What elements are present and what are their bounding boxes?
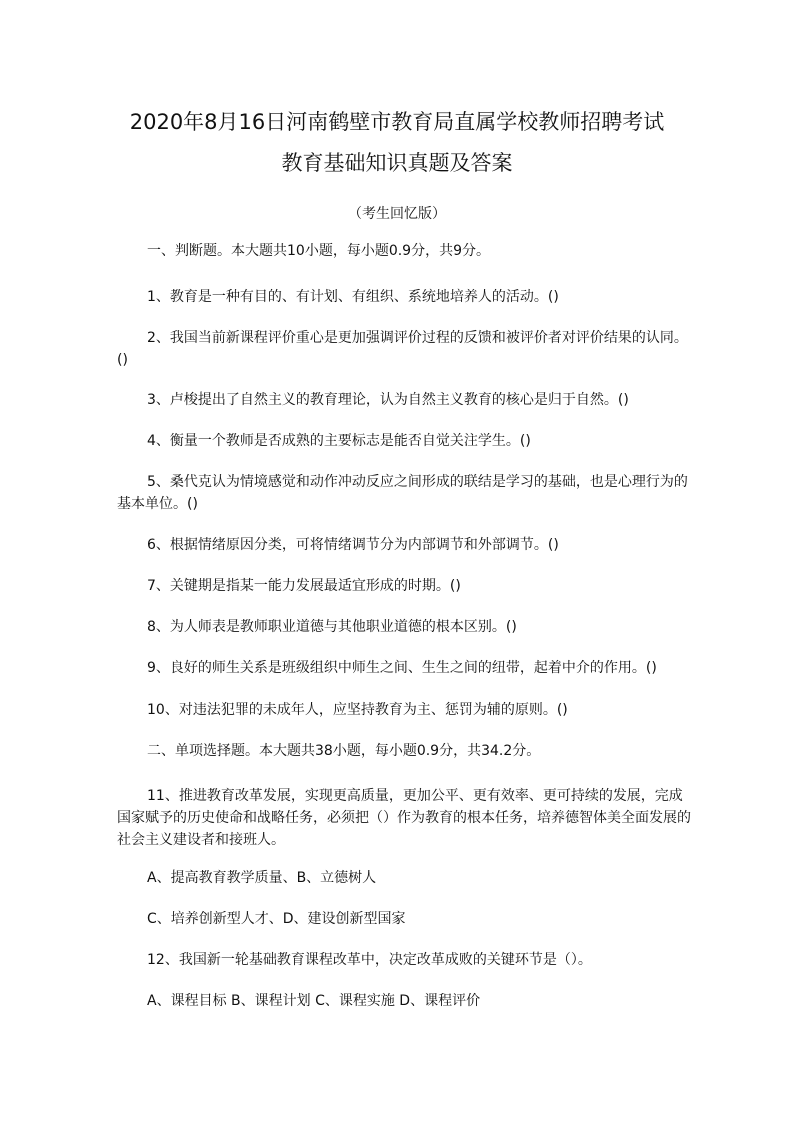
question-12: 12、我国新一轮基础教育课程改革中，决定改革成败的关键环节是（）。	[147, 952, 592, 968]
section-heading-judgement: 一、判断题。本大题共10小题，每小题0.9分，共9分。	[147, 243, 490, 259]
question-10: 10、对违法犯罪的未成年人，应坚持教育为主、惩罚为辅的原则。()	[147, 702, 568, 718]
section-heading-single-choice: 二、单项选择题。本大题共38小题，每小题0.9分，共34.2分。	[147, 743, 541, 759]
question-7: 7、关键期是指某一能力发展最适宜形成的时期。()	[147, 578, 461, 594]
question-11-options-cd: C、培养创新型人才、D、建设创新型国家	[147, 911, 406, 927]
question-11-options-ab: A、提高教育教学质量、B、立德树人	[147, 870, 377, 886]
document-title: 2020年8月16日河南鹤壁市教育局直属学校教师招聘考试	[129, 110, 665, 134]
question-2: 2、我国当前新课程评价重心是更加强调评价过程的反馈和被评价者对评价结果的认同。()	[117, 330, 688, 368]
question-12-options: A、课程目标 B、课程计划 C、课程实施 D、课程评价	[147, 993, 481, 1009]
question-3: 3、卢梭提出了自然主义的教育理论，认为自然主义教育的核心是归于自然。()	[147, 392, 629, 408]
question-5: 5、桑代克认为情境感觉和动作冲动反应之间形成的联结是学习的基础，也是心理行为的基本单位。()	[117, 474, 688, 512]
question-9: 9、良好的师生关系是班级组织中师生之间、生生之间的纽带，起着中介的作用。()	[147, 660, 657, 676]
edition-note: （考生回忆版）	[348, 206, 446, 222]
question-1: 1、教育是一种有目的、有计划、有组织、系统地培养人的活动。()	[147, 289, 559, 305]
document-subtitle: 教育基础知识真题及答案	[281, 151, 513, 175]
question-4: 4、衡量一个教师是否成熟的主要标志是能否自觉关注学生。()	[147, 433, 531, 449]
question-8: 8、为人师表是教师职业道德与其他职业道德的根本区别。()	[147, 619, 517, 635]
question-11: 11、推进教育改革发展，实现更高质量，更加公平、更有效率、更可持续的发展，完成国家赋予的历史使命和战略任务，必须把（）作为教育的根本任务，培养德智体美全面发展的社会主义建设者和接班人。	[117, 788, 691, 848]
question-6: 6、根据情绪原因分类，可将情绪调节分为内部调节和外部调节。()	[147, 537, 559, 553]
